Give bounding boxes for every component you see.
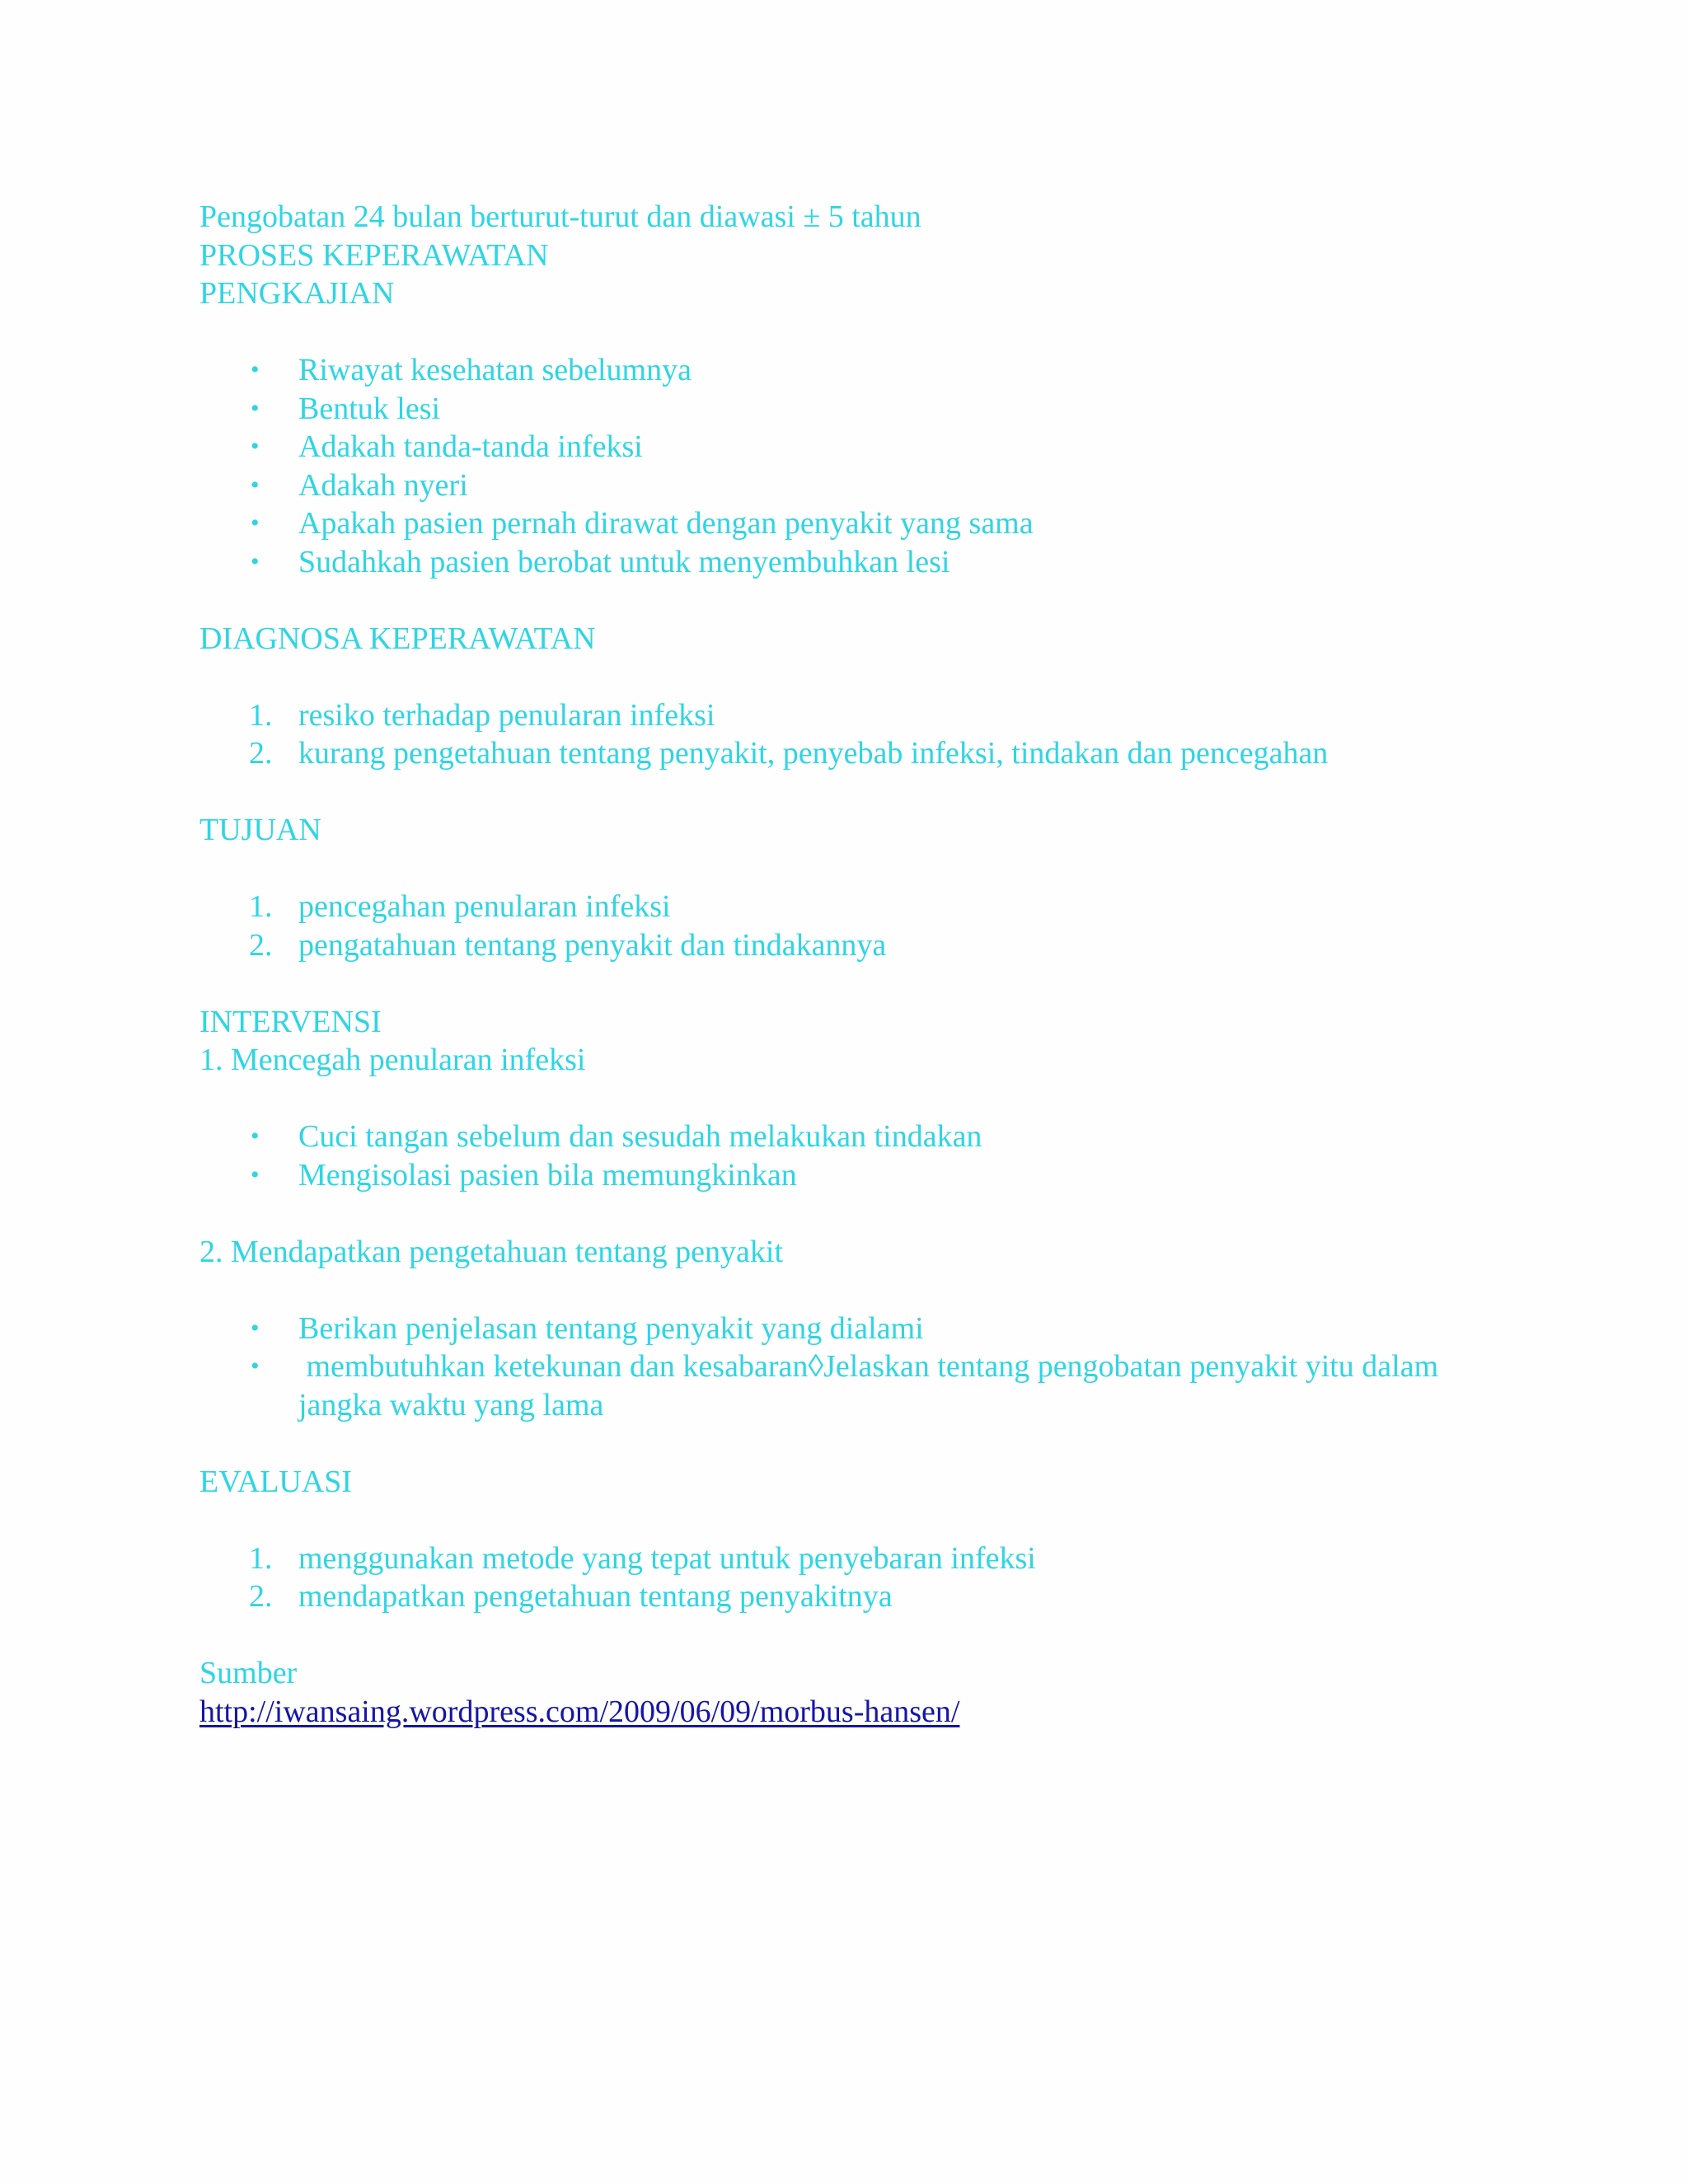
heading-tujuan: TUJUAN — [199, 813, 321, 847]
list-item — [199, 1540, 1518, 1578]
list-item-text: Bentuk lesi — [298, 391, 441, 426]
spacer — [199, 1616, 1518, 1655]
list-item — [199, 390, 1518, 429]
list-item — [199, 428, 1518, 466]
diagnosa-list — [199, 696, 1518, 773]
bullet-icon: • — [251, 1314, 260, 1342]
bullet-icon: • — [251, 356, 260, 383]
evaluasi-list — [199, 1540, 1518, 1616]
spacer — [199, 964, 1518, 1003]
heading-evaluasi: EVALUASI — [199, 1464, 353, 1499]
list-item-text: Mengisolasi pasien bila memungkinkan — [298, 1157, 797, 1193]
list-item — [199, 1118, 1518, 1156]
list-item-text: Cuci tangan sebelum dan sesudah melakukan tindakan — [298, 1119, 982, 1154]
bullet-icon: • — [251, 1352, 260, 1380]
spacer — [199, 581, 1518, 620]
list-item — [199, 1156, 1518, 1195]
list-item-text: membutuhkan ketekunan dan kesabaran◊Jelaskan tentang pengobatan penyakit yitu dalam jangka waktu yang lama — [298, 1349, 1447, 1422]
list-item — [199, 888, 1518, 926]
sumber-label: Sumber — [199, 1656, 298, 1690]
list-item-text: Berikan penjelasan tentang penyakit yang dialami — [298, 1310, 924, 1346]
spacer — [199, 313, 1518, 352]
document-content — [199, 198, 1518, 1731]
heading-pengkajian: PENGKAJIAN — [199, 276, 395, 311]
heading-intervensi: INTERVENSI — [199, 1004, 382, 1039]
spacer — [199, 1080, 1518, 1118]
spacer — [199, 658, 1518, 696]
sumber-line — [199, 1693, 1518, 1732]
list-item-text: menggunakan metode yang tepat untuk penyebaran infeksi — [298, 1540, 1036, 1576]
source-link[interactable]: http://iwansaing.wordpress.com/2009/06/09/morbus-hansen/ — [199, 1694, 960, 1729]
intervensi-list-2 — [199, 1310, 1518, 1425]
list-item — [199, 1577, 1518, 1616]
spacer — [199, 1424, 1518, 1463]
intro-line: Pengobatan 24 bulan berturut-turut dan diawasi ± 5 tahun — [199, 199, 921, 234]
list-item-text: Apakah pasien pernah dirawat dengan penyakit yang sama — [298, 506, 1034, 541]
intervensi-list-1 — [199, 1118, 1518, 1194]
spacer — [199, 1194, 1518, 1233]
list-item — [199, 696, 1518, 735]
list-item-text: mendapatkan pengetahuan tentang penyakitnya — [298, 1579, 893, 1614]
bullet-icon: • — [251, 1122, 260, 1150]
pengkajian-list — [199, 351, 1518, 581]
spacer — [199, 773, 1518, 812]
intervensi-subheading-2: 2. Mendapatkan pengetahuan tentang penyakit — [199, 1234, 784, 1269]
heading-proses-keperawatan: PROSES KEPERAWATAN — [199, 237, 549, 273]
list-item — [199, 351, 1518, 390]
list-number: 2. — [249, 1579, 273, 1614]
list-item — [199, 543, 1518, 582]
list-item — [199, 466, 1518, 505]
list-number: 2. — [249, 927, 273, 963]
heading-diagnosa-keperawatan: DIAGNOSA KEPERAWATAN — [199, 621, 596, 656]
list-number: 1. — [249, 889, 273, 924]
bullet-icon: • — [251, 433, 260, 460]
list-item — [199, 1310, 1518, 1348]
list-item-text: Riwayat kesehatan sebelumnya — [298, 353, 692, 387]
list-number: 1. — [249, 697, 273, 733]
spacer — [199, 850, 1518, 888]
intervensi-subheading-1: 1. Mencegah penularan infeksi — [199, 1043, 586, 1077]
list-item-text: Adakah tanda-tanda infeksi — [298, 429, 643, 464]
bullet-icon: • — [251, 394, 260, 422]
bullet-icon: • — [251, 547, 260, 575]
list-item-text: Adakah nyeri — [298, 467, 468, 503]
bullet-icon: • — [251, 1160, 260, 1188]
list-item — [199, 1347, 1518, 1424]
list-item — [199, 734, 1518, 773]
list-number: 2. — [249, 736, 273, 771]
list-number: 1. — [249, 1540, 273, 1576]
spacer — [199, 1501, 1518, 1540]
list-item — [199, 504, 1518, 543]
list-item-text: Sudahkah pasien berobat untuk menyembuhkan lesi — [298, 544, 950, 579]
list-item-text: pengatahuan tentang penyakit dan tindakannya — [298, 927, 887, 963]
bullet-icon: • — [251, 509, 260, 537]
tujuan-list — [199, 888, 1518, 964]
spacer — [199, 1271, 1518, 1310]
bullet-icon: • — [251, 471, 260, 499]
list-item — [199, 926, 1518, 965]
list-item-text: resiko terhadap penularan infeksi — [298, 697, 715, 733]
list-item-text: kurang pengetahuan tentang penyakit, penyebab infeksi, tindakan dan pencegahan — [298, 736, 1329, 771]
list-item-text: pencegahan penularan infeksi — [298, 889, 671, 924]
